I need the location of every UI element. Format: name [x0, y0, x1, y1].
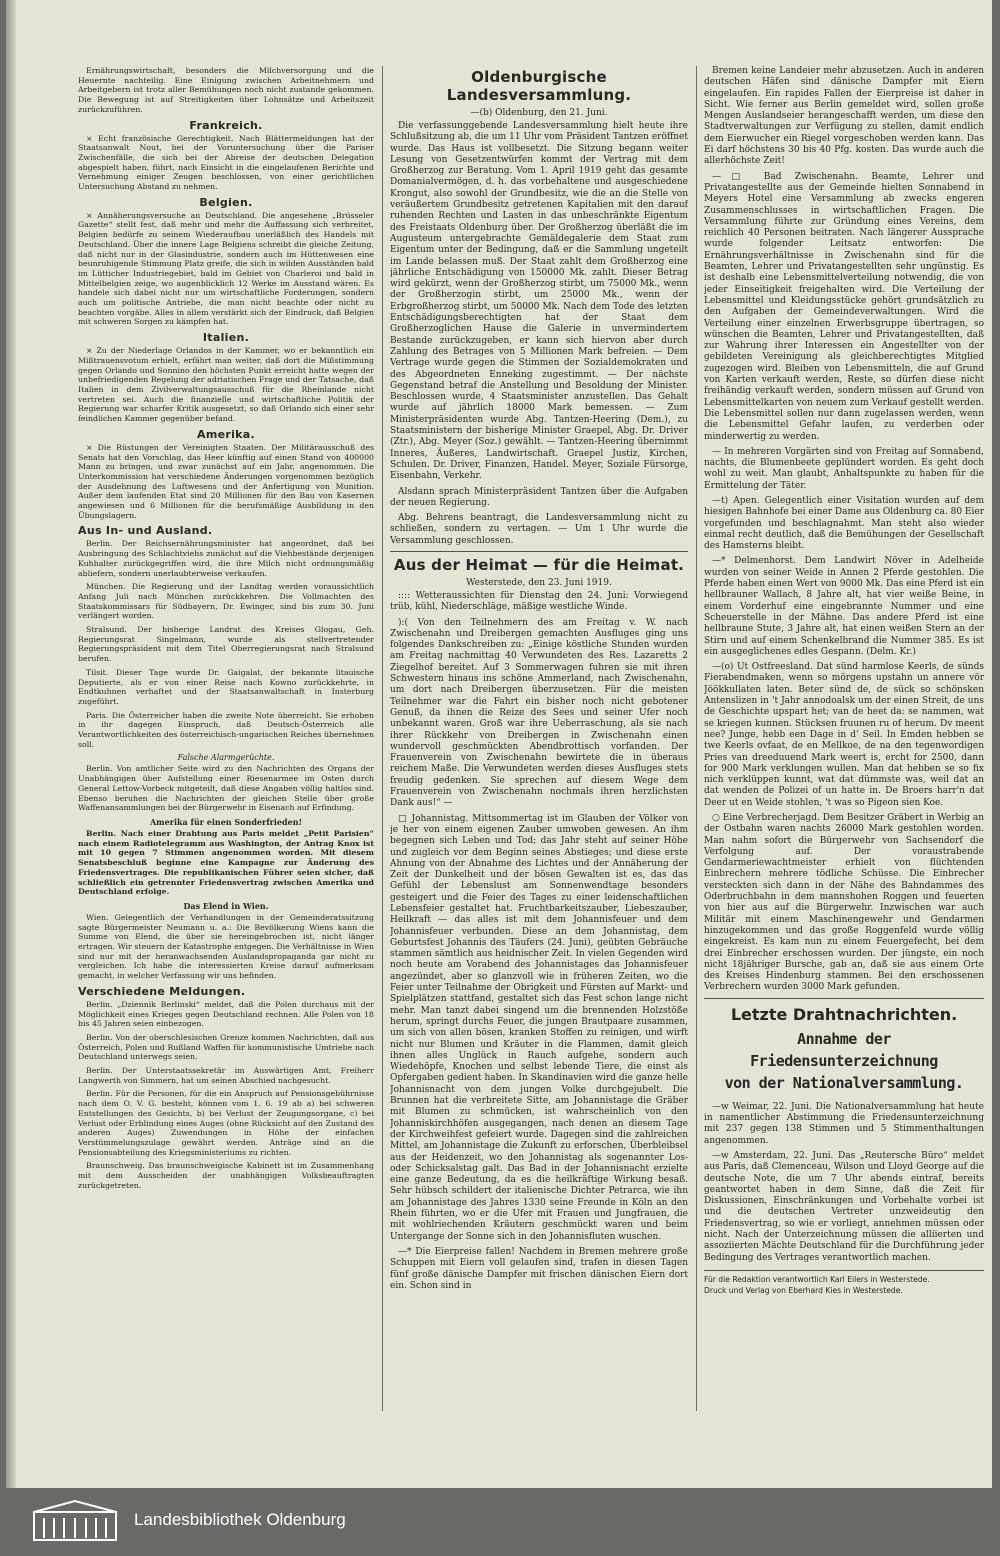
heading-heimat: Aus der Heimat — für die Heimat.	[393, 555, 685, 574]
heading-landesversammlung: Oldenburgische Landesversammlung.	[446, 68, 632, 104]
heading-amerika-sonderfrieden: Amerika für einen Sonderfrieden!	[149, 817, 303, 827]
article-paragraph: —t) Apen. Gelegentlich einer Visitation wurden auf dem hiesigen Bahnhofe bei einer Dame aus Oldenburg ca. 80 Eier vorgefunden und beschlagnahmt. Man steht also wieder einmal recht deutlich, daß die Bemühungen der Gesellschaft des Hamsterns bleibt.	[704, 495, 984, 552]
article-paragraph: Berlin. Nach einer Drahtung aus Paris meldet „Petit Parisien“ nach einem Radiotelegramm aus Washington, der Antrag Knox ist mit 10 gegen 7 Stimmen angenommen worden. Mit diesem Senatsbeschluß beginne eine Kampagne zur Änderung des Friedensvertrages. Die republikanischen Führer seien sicher, daß schließlich ein getrennter Friedensvertrag zwischen Amerika und Deutschland erfolge.	[78, 829, 374, 897]
column-2	[390, 66, 688, 1416]
section-divider	[390, 551, 688, 552]
article-paragraph: Paris. Die Österreicher haben die zweite Note überreicht. Sie erhoben in ihr dagegen Einspruch, daß Deutsch-Österreich alle Verantwortlichkeiten des österreichisch-ungarischen Reiches übernehmen soll.	[78, 710, 374, 749]
article-paragraph: —(o) Ut Ostfreesland. Dat sünd harmlose Keerls, de sünds Fierabendmaken, wenn so mörgens upstahn un annere vör Jöökkullaten laten. Beter sünd de, de sück so schönsken Antenslizen in 't Jahr annodoalsk um der einen Streit, de uns de Geschichte upspart het; van de heet da: se nammen, wat se kriegen kunnen. Stücksen fruunen ru of herum. Dv meent nee? Junge, hebb een Dage in d' Seil. In Emden hebben se twe Keerls ovfaat, de en Mellkoe, de na den tegenwordigen Pries van dreeduuend Mark weert is, ercht for 2500, dann for 900 Mark verklungen wullen. Man dat hebben se so fix nich verklüppen kunnt, wat dat dümmste was, weil dat an dat wenden de Polizei of un hatte in. De Broers harr'n dat Deer ut en Weide stohlen, 't was so Pigeon sien Koe.	[704, 662, 984, 808]
heading-drahtnachrichten: Letzte Drahtnachrichten.	[730, 1004, 958, 1024]
article-paragraph: Wien. Gelegentlich der Verhandlungen in der Gemeinderatssitzung sagte Bürgermeister Neumann u. a.: Die Bevölkerung Wiens kann die Summe von Elend, die über sie hereingebrochen ist, nicht länger ertragen. Wir steuern der Katastrophe entgegen. Die Verhältnisse in Wien sind nur mit der heranwachsenden Auslandspropaganda gar nicht zu vergleichen. Ich habe die interessierten Kreise darauf aufmerksam gemacht, in welcher Verfassung wir uns befinden.	[78, 912, 374, 981]
article-paragraph: Stralsund. Der bisherige Landrat des Kreises Glogau, Geh. Regierungsrat Singelmann, wurde als stellvertretender Regierungspräsident mit dem Titel Oberregierungsrat nach Stralsund berufen.	[78, 625, 374, 664]
column-3	[704, 66, 984, 1416]
heading-frankreich: Frankreich.	[189, 118, 263, 132]
article-paragraph: Berlin. Von amtlicher Seite wird zu den Nachrichten des Organs der Unabhängigen über Aufstellung einer Riesenarmee im Osten durch General Lettow-Vorbeck mitgeteilt, daß diese Angaben völlig haltlos sind. Ebenso beruhen die Nachrichten der gleichen Stelle über große Waffenansammlungen bei der Bürgerwehr in Eisenach auf Erfindung.	[78, 764, 374, 813]
article-paragraph: Braunschweig. Das braunschweigische Kabinett ist im Zusammenhang mit dem Ausscheiden der unabhängigen Volksbeauftragten zurückgetreten.	[78, 1161, 374, 1190]
heading-elend-wien: Das Elend in Wien.	[183, 900, 269, 911]
headline-line: von der Nationalversammlung.	[724, 1073, 964, 1092]
article-paragraph: Berlin. Von der oberschlesischen Grenze kommen Nachrichten, daß aus Österreich, Polen und Rußland Waffen für kommunistische Umtriebe nach Deutschland unterwegs seien.	[78, 1032, 374, 1062]
library-building-icon	[30, 1498, 120, 1544]
article-paragraph: Bremen keine Landeier mehr abzusetzen. Auch in anderen deutschen Häfen sind dänische Dampfer mit Eiern eingelaufen. Ein rapides Fallen der Eierpreise ist daher in Sicht. Wie ferner aus Berlin gemeldet wird, sollen große Mengen Auslandseier herangeschafft werden, um diese den Stadtverwaltungen zur Verfügung zu stellen, damit endlich dem Eierwucher ein Riegel vorgeschoben werden kann. Das Ei darf höchstens 30 bis 40 Pfg. kosten. Das wurde auch die allerhöchste Zeit!	[704, 66, 984, 167]
article-paragraph: × Echt französische Gerechtigkeit. Nach Blättermeldungen hat der Staatsanwalt Nout, bei der Voruntersuchung über die Pariser Zwischenfälle, die sich bei der Abreise der deutschen Delegation abgespielt haben, führt, nach Einsicht in die eingelaufenen Berichte und Vernehmung einiger Zeugen beschlossen, von einer gerichtlichen Untersuchung Abstand zu nehmen.	[78, 133, 374, 192]
article-paragraph: □ Johannistag. Mittsommertag ist im Glauben der Völker von je her von einem eigenen Zauber umwoben gewesen. An ihm begegnen sich Leben und Tod; das Jahr steht auf seiner Höhe und zugleich vor dem Beginn seines Abstieges; und diese erste Ahnung von der Abnahme des Lichtes und der Annäherung der Zeit der Dunkelheit und der bösen Gewalten ist es, das das Gefühl der Lebenslust am Sonnenwendtage besonders gesteigert und die Feier des Tages zu einer leidenschaftlichen Lebensfeier gestaltet hat. Fruchtbarkeitszauber, Liebeszauber, Heilkraft — das alles ist mit dem Johannisfeuer und dem Johannisfeuer verbunden. Diese an dem Johannistag, dem Geburtsfest Johannis des Täufers (24. Juni), geübten Gebräuche stammen sämtlich aus heidnischer Zeit. In vielen Gegenden wird noch heute am Vorabend des Johannistages das Johannisfeuer angezündet, aber so glanzvoll wie in früheren Zeiten, wo die Feier unter Teilnahme der Obrigkeit und Fürsten auf Markt- und Spielplätzen stattfand, gestaltet sich das Fest schon lange nicht mehr. Man tanzt dabei singend um die brennenden Holzstöße herum, springt durchs Feuer, die jungen Brautpaare zusammen, um sich von allen bösen, kranken Stoffen zu reinigen, und wirft nicht nur Blumen und Kräuter in die Flammen, damit gleich ihnen alles Unglück in Rauch aufgehe, sondern auch Wiedehöpfe, Knochen und selbst lebende Tiere, die einst als Opfergaben gedient haben. In Skandinavien wird die ganze helle Johannisnacht von dem jungen Volke durchgejubelt. Die Brunnen hat die verbreitete Sitte, am Johannistage die Gräber mit Blumen zu schmücken, ist wahrscheinlich von den Johanniskirchhöfen ausgegangen, nach denen an diesem Tage der Kirchweihfest gefeiert wurde. Dagegen sind die zahlreichen Mittel, am Johannistage die Zukunft zu erforschen, Überbleibsel aus der Heidenzeit, wo den Johannistag als sogenannter Los- oder Schicksalstag galt. Das Bad in der Johannisnacht erzielte eine ganze Bedeutung, da es die heilkräftige Wirkung besaß. Sehr hübsch schildert der italienische Dichter Petrarca, wie ihn am Johannistage des Jahres 1330 seine Freunde in Köln an den Rhein führten, wo er die Ufer mit Frauen und Jungfrauen, die mit wohlriechenden Kräutern geschmückt waren und beim Untergange der Sonne sich in den Johannisfluten wuschen.	[390, 813, 688, 1242]
viewer-footer	[0, 1488, 1000, 1556]
imprint-line: Druck und Verlag von Eberhard Kies in Westerstede.	[704, 1285, 903, 1295]
article-paragraph: Berlin. Für die Personen, für die ein Anspruch auf Pensionsgebührnisse nach dem O. V. G. besteht, können vom 1. 6. 19 ab a) bei schweren Entstellungen des Gesichts, b) bei Verlust der Zeugungsorgane, c) bei Verlust oder Erblindung eines Auges (ohne Rücksicht auf den Zustand des anderen Auges) Zuwendungen in Höhe der einfachen Verstümmelungszulage gewährt werden. Anträge sind an die Pensionsabteilung des Kriegsministeriums zu richten.	[78, 1089, 374, 1157]
article-paragraph: Die verfassunggebende Landesversammlung hielt heute ihre Schlußsitzung ab, die um 11 Uhr vom Präsident Tantzen eröffnet wurde. Das Haus ist vollbesetzt. Die Sitzung begann weiter Lesung von Gesetzentwürfen kommt der Vertrag mit dem Großherzog zur Beratung. Vom 1. April 1919 geht das gesamte Domanialvermögen, d. h. das vorbehaltene und ausgeschiedene Krongut, also sowohl der Grundbesitz, wie die an die Stelle von veräußertem Grundbesitz getretenen Kapitalien mit den darauf ruhenden Rechten und Lasten in das unbeschränkte Eigentum des Freistaats Oldenburg über. Der Großherzog überläßt die im Augusteum untergebrachte Gemäldegalerie dem Staat zum Eigentum unter der Bedingung, daß er die Sammlung ungeteilt im Lande belassen muß. Der Staat zahlt dem Großherzog eine jährliche Entschädigung von 150000 Mk. zahlt. Dieser Betrag wird gekürzt, wenn der Großherzog stirbt, um 75000 Mk., wenn der Großherzogin stirbt, um 25000 Mk., wenn der Erbgroßherzog stirbt, um 50000 Mk. Nach dem Tode des letzten Entschädigungsberechtigten hat der Staat dem Großherzoglichen Hause die Galerie in unvermindertem Bestande zurückzugeben, er kann sich hiervon aber durch Zahlung des Betrages von 5 Millionen Mark befreien. — Dem Vertrage wurde gegen die Stimmen der Sozialdemokraten und des Abgeordneten Enneking zugestimmt. — Der nächste Gegenstand betraf die Anstellung und Besoldung der Minister. Beschlossen wurde, 4 Staatsminister anzustellen. Das Gehalt wurde auf jährlich 18000 Mark bemessen. — Zum Ministerpräsidenten wurde Abg. Tantzen-Heering (Dem.), zu Staatsministern der bisherige Minister Graepel, Abg. Dr. Driver (Ztr.), Abg. Meyer (Soz.) gewählt. — Tantzen-Heering übernimmt Inneres, Äußeres, Landwirtschaft. Graepel Justiz, Kirchen, Schulen. Dr. Driver, Finanzen, Handel. Meyer, Soziale Fürsorge, Eisenbahn, Verkehr.	[390, 121, 688, 482]
column-1	[78, 66, 374, 1416]
article-paragraph: ○ Eine Verbrecherjagd. Dem Besitzer Gräbert in Werbig an der Ostbahn waren nachts 26000 Mark gestohlen worden. Man nahm sofort die Bürgerwehr von Sachsendorf die Verfolgung auf. Der voraustrabende Gendarmeriewachtmeister erhielt von flüchtenden Einbrechern mehrere tödliche Schüsse. Die Einbrecher versteckten sich dann in der Nähe des Bahndammes des Oderbruchbahn in dem mannshohen Roggen und feuerten von hier aus auf die Bürgerwehr. Inzwischen war auch Militär mit einem Maschinengewehr und Gendarmen hinzugekommen und das große Roggenfeld wurde völlig eingekreist. Es kam nun zu einem Feuergefecht, bei dem drei Einbrecher erschossen wurden. Der jüngste, ein noch nicht 18jähriger Bursche, gab an, daß sie aus einem Orte des Kreises Hindenburg stammen. Bei den erschossenen Verbrechern wurden 3000 Mark gefunden.	[704, 813, 984, 993]
intro-paragraph: Ernährungswirtschaft, besonders die Milchversorgung und die Heuernte nachteilig. Eine Einigung zwischen Arbeitnehmern und Arbeitgebern ist trotz aller Bemühungen noch nicht zustande gekommen. Die Bewegung ist auf Streitigkeiten über Lohnsätze und Arbeitszeit zurückzuführen.	[78, 66, 374, 114]
article-paragraph: :::: Wetteraussichten für Dienstag den 24. Juni: Vorwiegend trüb, kühl, Niederschläge, mäßige westliche Winde.	[390, 590, 688, 613]
page-edge	[6, 0, 16, 1488]
column-rule	[696, 66, 697, 1411]
article-paragraph: — In mehreren Vorgärten sind von Freitag auf Sonnabend, nachts, die Blumenbeete geplündert worden. Es geht doch wohl zu weit. Man glaubt, Anhaltspunkte zu haben für die Ermittelung der Täter.	[704, 446, 984, 491]
article-paragraph: —□ Bad Zwischenahn. Beamte, Lehrer und Privatangestellte aus der Gemeinde hielten Sonnabend in Meyers Hotel eine Versammlung ab zwecks engeren Zusammenschlusses in wirtschaftlichen Fragen. Die Versammlung führte zur Gründung eines Vereins, dem reichlich 40 Personen beitraten. Nach längerer Aussprache wurde folgender Leitsatz entworfen: Die Ernährungsverhältnisse in Zwischenahn sind für die Beamten, Lehrer und Privatangestellten sehr ungünstig. Es ist deshalb eine Lebensmittelverteilung notwendig, die von jeder Einseitigkeit freigehalten wird. Die Verteilung der Lebensmittel und Kleidungsstücke gehört grundsätzlich zu den Aufgaben der Gemeindeverwaltungen. Wird die Verteilung einer einzelnen Erwerbsgruppe übertragen, so wünschen die Beamten, Lehrer und Privatangestellten, daß zur Wahrung ihrer Interessen ein Angestellter von der gebildeten Vereinigung als gleichberechtigtes Mitglied zugezogen wird. Bleiben von Lebensmitteln, die auf Grund von Karten verkauft werden, Reste, so dürfen diese nicht freihändig verkauft werden, sondern müssen auf Grund von Lebensmittelkarten von neuem zum Verkauf gestellt werden. Die Lebensmittel sollen nur dann zugelassen werden, wenn die Lebensmittel Gefahr laufen, zu verderben oder minderwertig zu werden.	[704, 171, 984, 442]
article-paragraph: × Zu der Niederlage Orlandos in der Kammer, wo er bekanntlich ein Mißtrauensvotum erhielt, erfährt man weiter, daß dort die Mißstimmung gegen Orlando und Sonnino den höchsten Punkt erreicht hatte wegen der unbefriedigenden Regelung der adriatischen Frage und der Tatsache, daß Italien in dem Zivilverwaltungsausschuß für die Rheinlande nicht vertreten sei. Auch die finanzielle und wirtschaftliche Politik der Regierung war scharfer Kritik ausgesetzt, so daß Orlando sich einer sehr feindlichen Kammer gegenüber befand.	[78, 346, 374, 424]
heading-in-ausland: Aus In- und Ausland.	[78, 524, 213, 538]
heading-falsche-alarmgeruechte: Falsche Alarmgerüchte.	[177, 753, 275, 763]
dateline-westerstede: Westerstede, den 23. Juni 1919.	[466, 577, 612, 588]
article-paragraph: Tilsit. Dieser Tage wurde Dr. Gaigalat, der bekannte litauische Deputierte, als er von einer Reise nach Kowno zurückkehrte, in Endtkuhnen verhaftet und der Staatsanwaltschaft in Insterburg zugeführt.	[78, 667, 374, 706]
article-paragraph: Abg. Behrens beantragt, die Landesversammlung nicht zu schließen, sondern zu vertagen. — Um 1 Uhr wurde die Versammlung geschlossen.	[390, 513, 688, 546]
headline-line: Annahme der Friedensunterzeichnung	[750, 1029, 938, 1070]
heading-amerika: Amerika.	[197, 427, 255, 441]
dateline-oldenburg: —(b) Oldenburg, den 21. Juni.	[470, 108, 608, 118]
article-paragraph: —w Amsterdam, 22. Juni. Das „Reutersche Büro“ meldet aus Paris, daß Clemenceau, Wilson und Lloyd George auf die deutsche Note, die um 7 Uhr abends eintraf, bereits geantwortet haben in dem Sinne, daß die Zeit für Diskussionen, Einschränkungen und Vorbehalte vorbei ist und die deutschen Vertreter unzweideutig den Friedensvertrag, so wie er vorliegt, annehmen müssen oder nicht. Nach der Unterzeichnung müssen die alliierten und assoziierten Mächte Deutschland für die Durchführung jeder Bedingung des Vertrages verantwortlich machen.	[704, 1150, 984, 1263]
library-name: Landesbibliothek Oldenburg	[134, 1510, 346, 1529]
imprint-line: Für die Redaktion verantwortlich Karl Eilers in Westerstede.	[704, 1274, 930, 1284]
heading-verschiedene: Verschiedene Meldungen.	[78, 984, 246, 998]
heading-italien: Italien.	[202, 331, 250, 345]
article-paragraph: Berlin. Der Reichsernährungsminister hat angeordnet, daß bei Ausbringung des Schlachtviehs zunächst auf die Viehbestände derjenigen Kuhhalter zurückgegriffen wird, die ihre Milch nicht ordnungsmäßig abliefern, sondern unerlaubterweise verkaufen.	[78, 539, 374, 578]
article-paragraph: —* Die Eierpreise fallen! Nachdem in Bremen mehrere große Schuppen mit Eiern voll gelaufen sind, trafen in diesen Tagen fünf große dänische Dampfer mit frischen dänischen Eiern dort ein. Schon sind in	[390, 1246, 688, 1291]
article-paragraph: × Die Rüstungen der Vereinigten Staaten. Der Militärausschuß des Senats hat den Vorschlag, das Heer künftig auf einen Stand von 400000 Mann zu bringen, und zwar zunächst auf ein Jahr, angenommen. Die Unterkommission hat verschiedene Änderungen vorgenommen bezüglich der Ausdehnung des Luftwesens und der Anfertigung von Munition. Außer dem laufenden Etat sind 20 Millionen für den Bau von Kasernen angewiesen und 6 Millionen für die berufsmäßige Ausbildung in den Übungslagern.	[78, 442, 374, 520]
article-paragraph: —* Delmenhorst. Dem Landwirt Növer in Adelheide wurden von seiner Weide in Annen 2 Pferde gestohlen. Die Pferde haben einen Wert von 9000 Mk. Das eine Pferd ist ein hellbrauner Wallach, 8 Jahre alt, hat vier weiße Beine, in einem Vorderhuf eine eingebrannte Nummer und eine Scheuerstelle in der Mähne. Das andere Pferd ist eine hellbraune Stute, 3 Jahre alt, hat einen weißen Stern an der Stirn und auf einem Schenkelbrand die Nummer 385. Es ist ein ausgeglichenes edles Gespann. (Delm. Kr.)	[704, 556, 984, 657]
article-paragraph: ):( Von den Teilnehmern des am Freitag v. W. nach Zwischenahn und Dreibergen gemachten Ausfluges ging uns folgendes Dankschreiben zu: „Einige köstliche Stunden wurden am Freitag nachmittag 40 Verwundeten des Res. Lazaretts 2 Ziegelhof bereitet. Auf 3 Sommerwagen fuhren sie mit ihren Schwestern hinaus ins schöne Ammerland, nach Zwischenahn, um dort nach Dreibergen überzusetzen. Für die meisten Teilnehmer war die Fahrt ein bisher noch nicht gebotener Genuß, da ihnen die Reize des Sees und seiner Ufer noch unbekannt waren. Groß war ihre Ueberraschung, als sie nach ihrer Rückkehr von Dreibergen in Zwischenahn einen wundervoll geschmückten Abendbrottisch vorfanden. Der Frauenverein von Zwischenahn bewirtete die in überaus reichem Maße. Die Verwundeten werden dieses Ausfluges stets freudig gedenken. Sie sprechen auf diesem Wege dem Frauenverein von Zwischenahn nochmals ihren herzlichsten Dank aus!“ —	[390, 617, 688, 809]
article-paragraph: Alsdann sprach Ministerpräsident Tantzen über die Aufgaben der neuen Regierung.	[390, 486, 688, 508]
section-divider	[704, 998, 984, 999]
article-paragraph: München. Die Regierung und der Landtag werden voraussichtlich Anfang Juli nach München zurückkehren. Die Vollmachten des Staatskommissars für Südbayern, Dr. Ewinger, sind bis zum 30. Juni verlängert worden.	[78, 582, 374, 621]
headline-friedensunterzeichnung	[704, 1028, 984, 1094]
article-paragraph: —w Weimar, 22. Juni. Die Nationalversammlung hat heute in namentlicher Abstimmung die Friedensunterzeichnung mit 237 gegen 138 Stimmen und 5 Stimmenthaltungen angenommen.	[704, 1101, 984, 1146]
article-paragraph: Berlin. „Dziennik Berlinski“ meldet, daß die Polen durchaus mit der Möglichkeit eines Krieges gegen Deutschland rechnen. Alle Polen von 18 bis 45 Jahren seien einbezogen.	[78, 999, 374, 1029]
article-paragraph: Berlin. Der Unterstaatssekretär im Auswärtigen Amt, Freiherr Langwerth von Simmern, hat um seinen Abschied nachgesucht.	[78, 1066, 374, 1085]
heading-belgien: Belgien.	[199, 195, 253, 209]
article-paragraph: × Annäherungsversuche an Deutschland. Die angesehene „Brüsseler Gazette“ stellt fest, daß mehr und mehr die Auffassung sich verbreitet, Belgien bedürfe zu seinem Wiederaufbau unerläßlich des Handels mit Deutschland. Über die innere Lage Belgiens schreibt die gleiche Zeitung, daß nicht nur in der Glasindustrie, sondern auch im Hüttenwesen eine beunruhigende Stimmung Platz greife, die sich in wilden Ausständen bald im Lütticher Industriegebiet, bald im Gebiet von Charleroi und bald in Mittelbelgien zeige, wo augenblicklich 12 Werke im Ausstand wären. Es handele sich dabei nicht nur um wirtschaftliche Forderungen, sondern auch um politische Antriebe, die man nicht beachte oder nicht zu beachten vorgäbe. Alles in allem verstärkt sich der Eindruck, daß Belgien mit schweren Sorgen zu kämpfen hat.	[78, 210, 374, 327]
column-rule	[382, 66, 383, 1411]
imprint	[704, 1270, 984, 1296]
newspaper-page	[6, 0, 992, 1488]
